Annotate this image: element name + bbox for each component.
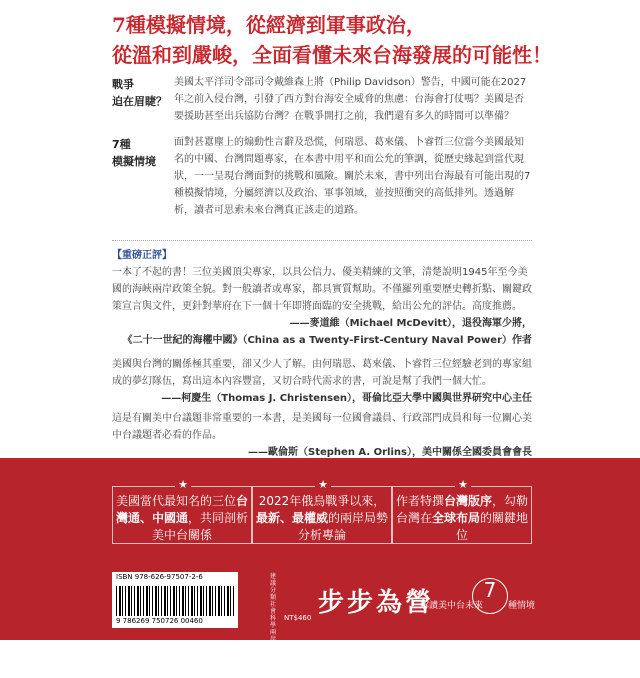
feature-box-2 <box>252 478 392 544</box>
section-label-line: 模擬情境 <box>112 155 156 168</box>
feature-highlight: 台灣版序 <box>443 494 492 508</box>
feature-box-3 <box>392 478 532 544</box>
section-body-scenarios: 面對甚囂塵上的煽動性言辭及恐慌，何瑞恩、葛來儀、卜睿哲三位當今美國最知名的中國、台灣問題專家，在本書中用平和而公允的筆調，從歷史緣起到當代現狀，一一呈現台灣面對的挑戰和風險。關於未來，書中列出台海最有可能出現的7種模擬情境，分屬經濟以及政治、軍事領域，並按照衝突的高低排列。透過解析，讀者可思索未來台灣真正該走的道路。 <box>174 137 531 216</box>
category-label: 建議分類 社會科學 兩岸與國際局勢 <box>270 573 277 678</box>
feature-text: 2022年俄烏戰爭以來， <box>258 494 386 508</box>
feature-text: 的關鍵地位 <box>455 511 529 542</box>
divider <box>112 240 532 241</box>
feature-highlight: 全球布局 <box>431 511 480 525</box>
quote-signature: ——歐倫斯（Stephen A. Orlins），美中關係全國委員會會長 <box>248 447 532 458</box>
feature-text: 作者特撰 <box>395 494 444 508</box>
series-number: 7 <box>483 578 497 602</box>
feature-text: ，勾勒台灣在 <box>395 494 529 525</box>
quote-signature: ——柯慶生（Thomas J. Christensen），哥倫比亞大學中國與世界研究中心主任 <box>161 393 532 404</box>
star-icon: ★ <box>175 478 191 492</box>
section-label-war <box>112 76 174 110</box>
review-quote-3 <box>112 410 532 461</box>
barcode <box>112 572 238 628</box>
feature-text: 的兩岸局勢分析專論 <box>297 511 389 542</box>
review-quote-2 <box>112 356 532 407</box>
section-label-line: 迫在眉睫？ <box>112 95 167 108</box>
quote-text: 美國與台灣的關係極其重要，卻又少人了解。由何瑞恩、葛來儀、卜睿哲三位經驗老到的專家組成的夢幻隊伍，寫出這本內容豐富，又切合時代需求的書，可說是幫了我們一個大忙。 <box>112 359 532 387</box>
series-subtitle: 解讀美中台未來 <box>420 601 484 611</box>
headline-line-1: 7種模擬情境，從經濟到軍事政治， <box>112 13 426 37</box>
section-label-scenarios <box>112 136 174 170</box>
price: NT$460 <box>284 614 312 622</box>
headline <box>112 10 552 70</box>
quote-signature: ——麥道維（Michael McDevitt），退役海軍少將， <box>289 318 532 329</box>
quote-text: 一本了不起的書！三位美國頂尖專家，以具公信力、優美精練的文筆，清楚說明1945年至今美國的海峽兩岸政策全貌。對一般讀者或專家，都具實質幫助。不僅羅列重要歷史轉折點、關鍵政策宣言與文件，更針對華府在下一個十年即將面臨的安全挑戰，給出公允的評估。高度推薦。 <box>112 267 532 312</box>
series-title: 步步為營 <box>318 588 435 618</box>
barcode-number: 9 786269 750726 00460 <box>116 617 203 625</box>
feature-text: 美國當代最知名的三位 <box>115 494 236 508</box>
section-label-line: 7種 <box>112 138 131 151</box>
review-quote-1 <box>112 264 532 349</box>
isbn-text: ISBN 978-626-97507-2-6 <box>116 573 203 581</box>
section-label-line: 戰爭 <box>112 78 134 91</box>
feature-text: ，共同剖析美中台關係 <box>151 511 249 542</box>
quote-text: 這是有關美中台議題非常重要的一本書，是美國每一位國會議員、行政部門成員和每一位關心美中台議題者必看的作品。 <box>112 413 532 441</box>
quote-signature: 《二十一世紀的海權中國》（China as a Twenty-First-Century Naval Power）作者 <box>122 335 532 346</box>
feature-box-1 <box>112 478 252 544</box>
series-number-badge <box>472 578 508 614</box>
feature-highlight: 台灣通、中國通 <box>115 494 249 525</box>
barcode-bars <box>116 586 234 616</box>
section-body-war: 美國太平洋司令部司令戴維森上將（Philip Davidson）警告，中國可能在2027年之前入侵台灣，引發了西方對台海安全威脅的焦慮：台海會打仗嗎？美國是否要援助甚至出兵協防台灣？在戰爭開打之前，我們還有多久的時間可以準備？ <box>174 77 527 122</box>
recommend-label: 【重磅正評】 <box>112 250 172 261</box>
feature-highlight: 最新、最權威 <box>255 511 328 525</box>
series-suffix: 種情境 <box>508 601 536 611</box>
star-icon: ★ <box>455 478 471 492</box>
star-icon: ★ <box>315 478 331 492</box>
headline-line-2: 從溫和到嚴峻，全面看懂未來台海發展的可能性！ <box>112 43 552 67</box>
